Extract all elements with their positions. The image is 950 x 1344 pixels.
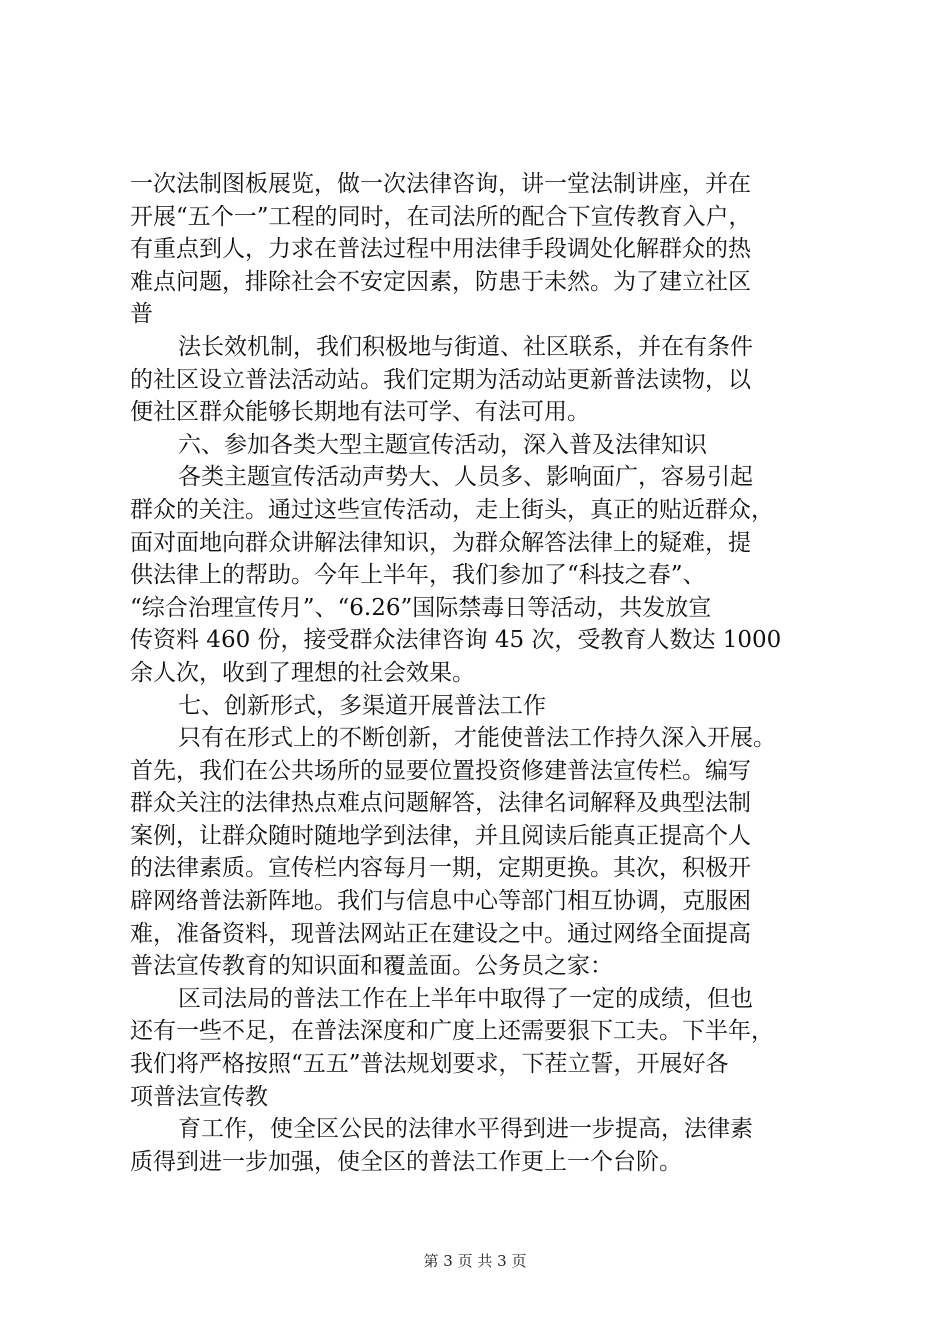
text-line: 难点问题，排除社会不安定因素，防患于未然。为了建立社区 (130, 268, 751, 295)
text-line: 还有一些不足，在普法深度和广度上还需要狠下工夫。下半年， (130, 1018, 774, 1045)
text-line: 案例，让群众随时随地学到法律，并且阅读后能真正提高个人 (130, 822, 751, 849)
text-line: “综合治理宣传月”、“6.26”国际禁毒日等活动，共发放宣 (130, 594, 712, 621)
text-line: 的社区设立普法活动站。我们定期为活动站更新普法读物，以 (130, 366, 751, 393)
text-line: 普法宣传教育的知识面和覆盖面。公务员之家： (130, 953, 613, 980)
text-line: 普 (130, 301, 153, 328)
text-line: 群众的关注。通过这些宣传活动，走上街头，真正的贴近群众， (130, 496, 774, 523)
text-line: 质得到进一步加强，使全区的普法工作更上一个台阶。 (130, 1148, 682, 1175)
text-line: 面对面地向群众讲解法律知识，为群众解答法律上的疑难，提 (130, 529, 751, 556)
text-line: 首先，我们在公共场所的显要位置投资修建普法宣传栏。编写 (130, 757, 751, 784)
text-line: 有重点到人，力求在普法过程中用法律手段调处化解群众的热 (130, 236, 751, 263)
text-line: 辟网络普法新阵地。我们与信息中心等部门相互协调，克服困 (130, 888, 751, 915)
paragraph-start: 育工作，使全区公民的法律水平得到进一步提高，法律素 (178, 1116, 753, 1143)
paragraph-start: 只有在形式上的不断创新，才能使普法工作持久深入开展。 (178, 725, 776, 752)
paragraph-start: 各类主题宣传活动声势大、人员多、影响面广，容易引起 (178, 464, 753, 491)
text-line: 开展“五个一”工程的同时，在司法所的配合下宣传教育入户， (130, 203, 752, 230)
text-line: 难，准备资料，现普法网站正在建设之中。通过网络全面提高 (130, 920, 751, 947)
text-line: 余人次，收到了理想的社会效果。 (130, 659, 475, 686)
text-line: 供法律上的帮助。今年上半年，我们参加了“科技之春”、 (130, 562, 706, 589)
section-heading: 六、参加各类大型主题宣传活动，深入普及法律知识 (178, 431, 707, 458)
text-line: 一次法制图板展览，做一次法律咨询，讲一堂法制讲座，并在 (130, 171, 751, 197)
section-heading: 七、创新形式，多渠道开展普法工作 (178, 692, 546, 719)
text-line: 传资料 460 份，接受群众法律咨询 45 次，受教育人数达 1000 (130, 627, 782, 654)
text-line: 的法律素质。宣传栏内容每月一期，定期更换。其次，积极开 (130, 855, 751, 882)
page-number-footer: 第 3 页 共 3 页 (423, 1252, 527, 1270)
paragraph-start: 法长效机制，我们积极地与街道、社区联系，并在有条件 (178, 333, 753, 360)
text-line: 项普法宣传教 (130, 1083, 268, 1110)
paragraph-start: 区司法局的普法工作在上半年中取得了一定的成绩，但也 (178, 985, 753, 1012)
text-line: 我们将严格按照“五五”普法规划要求，下茬立誓，开展好各 (130, 1051, 729, 1078)
document-body (130, 168, 830, 1178)
text-line: 群众关注的法律热点难点问题解答，法律名词解释及典型法制 (130, 790, 751, 817)
text-line: 便社区群众能够长期地有法可学、有法可用。 (130, 399, 590, 426)
